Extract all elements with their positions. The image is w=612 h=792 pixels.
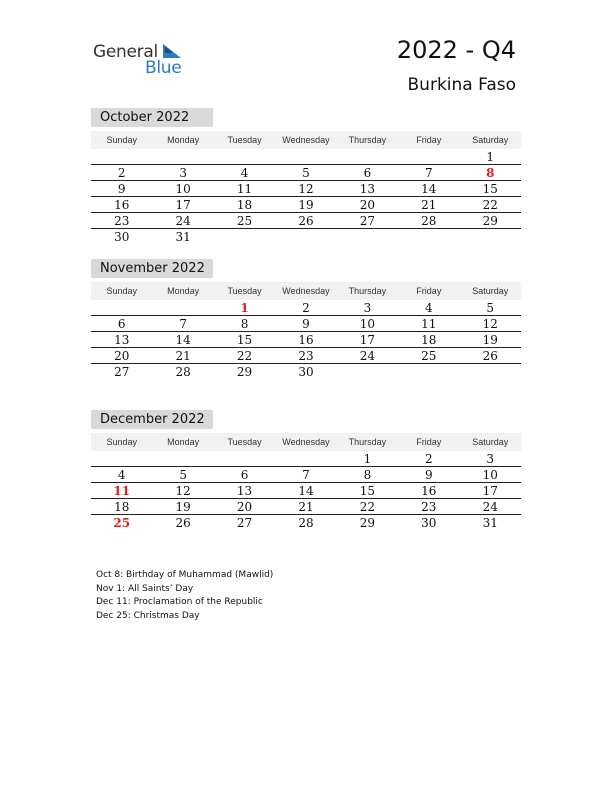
day-cell: 2 — [425, 452, 433, 466]
weekday-header-row — [91, 433, 521, 451]
day-cell — [275, 229, 336, 245]
country-name: Burkina Faso — [407, 75, 516, 95]
day-cell: 31 — [175, 230, 191, 244]
weekday-label: Monday — [167, 286, 200, 296]
day-cell: 21 — [175, 349, 191, 363]
weekday-label: Monday — [167, 135, 200, 145]
weekday-label: Saturday — [472, 286, 509, 296]
day-cell: 15 — [482, 182, 498, 196]
day-cell: 24 — [482, 500, 498, 514]
day-cell: 16 — [114, 198, 130, 212]
week-row — [91, 467, 521, 483]
day-cell: 7 — [302, 468, 310, 482]
day-cell: 24 — [359, 349, 376, 363]
day-cell: 26 — [298, 214, 314, 228]
logo-text-general: General — [93, 42, 158, 62]
month-grid — [91, 149, 521, 245]
day-cell — [152, 300, 213, 315]
holiday-note: Dec 25: Christmas Day — [96, 610, 200, 621]
day-cell: 7 — [179, 317, 187, 331]
weekday-label: Thursday — [348, 135, 387, 145]
day-cell: 25 — [421, 349, 437, 363]
day-cell: 28 — [421, 214, 437, 228]
day-cell: 20 — [236, 500, 253, 514]
day-cell: 13 — [236, 484, 253, 498]
day-cell: 15 — [359, 484, 376, 498]
day-cell: 9 — [117, 182, 126, 196]
day-cell: 24 — [175, 214, 191, 228]
day-cell: 27 — [359, 214, 376, 228]
weekday-label: Thursday — [348, 437, 387, 447]
day-cell: 19 — [175, 500, 191, 514]
day-cell — [91, 451, 152, 466]
day-cell: 22 — [482, 198, 498, 212]
weekday-label: Sunday — [106, 437, 137, 447]
day-cell — [460, 364, 521, 380]
day-cell: 2 — [117, 166, 126, 180]
day-cell — [398, 149, 459, 164]
weekday-label: Saturday — [472, 135, 509, 145]
weekday-label: Tuesday — [227, 286, 262, 296]
day-cell — [398, 364, 459, 380]
day-cell: 6 — [240, 468, 249, 482]
day-cell: 18 — [236, 198, 253, 212]
day-cell: 5 — [486, 301, 495, 315]
day-cell: 21 — [421, 198, 437, 212]
day-cell: 16 — [421, 484, 437, 498]
day-cell: 23 — [421, 500, 437, 514]
weekday-label: Sunday — [106, 286, 137, 296]
day-cell: 7 — [425, 166, 433, 180]
month-grid — [91, 300, 521, 380]
day-cell: 10 — [359, 317, 376, 331]
day-cell: 10 — [482, 468, 498, 482]
day-cell: 17 — [482, 484, 498, 498]
day-cell: 11 — [421, 317, 437, 331]
weekday-label: Friday — [416, 286, 442, 296]
weekday-label: Friday — [416, 135, 442, 145]
day-cell — [398, 229, 459, 245]
day-cell: 4 — [425, 301, 433, 315]
day-cell: 13 — [114, 333, 130, 347]
day-cell: 16 — [298, 333, 314, 347]
day-cell: 27 — [114, 365, 130, 379]
day-cell: 12 — [298, 182, 314, 196]
day-cell — [337, 229, 398, 245]
month-october — [91, 108, 521, 245]
day-cell — [275, 451, 336, 466]
day-cell: 18 — [421, 333, 437, 347]
week-row — [91, 300, 521, 316]
day-cell: 30 — [114, 230, 130, 244]
day-cell: 20 — [359, 198, 376, 212]
day-cell: 6 — [117, 317, 126, 331]
weekday-label: Friday — [416, 437, 442, 447]
day-cell — [152, 149, 213, 164]
day-cell: 31 — [482, 516, 498, 530]
day-cell: 29 — [482, 214, 498, 228]
day-cell — [460, 229, 521, 245]
day-cell: 19 — [482, 333, 498, 347]
day-cell: 23 — [114, 214, 130, 228]
weekday-label: Sunday — [106, 135, 137, 145]
holiday-day-cell: 1 — [240, 301, 249, 315]
day-cell: 10 — [175, 182, 191, 196]
day-cell: 14 — [421, 182, 437, 196]
day-cell: 20 — [114, 349, 130, 363]
day-cell: 14 — [298, 484, 314, 498]
day-cell: 1 — [486, 150, 495, 164]
month-december — [91, 410, 521, 531]
page-title: 2022 - Q4 — [396, 36, 516, 64]
month-title: October 2022 — [91, 108, 213, 127]
day-cell: 9 — [425, 468, 433, 482]
month-title: December 2022 — [91, 410, 213, 429]
week-row — [91, 149, 521, 165]
week-row — [91, 332, 521, 348]
day-cell: 12 — [482, 317, 498, 331]
day-cell: 1 — [363, 452, 372, 466]
weekday-label: Wednesday — [282, 286, 330, 296]
week-row — [91, 165, 521, 181]
holiday-day-cell: 25 — [113, 516, 131, 530]
month-title: November 2022 — [91, 259, 213, 278]
week-row — [91, 197, 521, 213]
day-cell: 22 — [236, 349, 253, 363]
day-cell: 25 — [236, 214, 253, 228]
day-cell: 30 — [298, 365, 314, 379]
holiday-note: Dec 11: Proclamation of the Republic — [96, 597, 263, 607]
day-cell: 5 — [179, 468, 187, 482]
day-cell: 2 — [302, 301, 310, 315]
week-row — [91, 364, 521, 380]
day-cell: 14 — [175, 333, 191, 347]
weekday-header-row — [91, 131, 521, 149]
generalblue-logo — [93, 40, 203, 80]
weekday-label: Tuesday — [227, 437, 262, 447]
day-cell: 4 — [117, 468, 126, 482]
day-cell: 29 — [236, 365, 253, 379]
week-row — [91, 229, 521, 245]
day-cell: 18 — [114, 500, 130, 514]
weekday-label: Monday — [167, 437, 200, 447]
day-cell: 17 — [175, 198, 191, 212]
day-cell: 22 — [359, 500, 376, 514]
week-row — [91, 499, 521, 515]
day-cell: 23 — [298, 349, 314, 363]
week-row — [91, 515, 521, 531]
logo-text-blue: Blue — [145, 58, 182, 78]
day-cell: 8 — [240, 317, 249, 331]
holiday-note: Nov 1: All Saints’ Day — [96, 583, 194, 594]
day-cell: 30 — [421, 516, 437, 530]
logo-triangle-icon — [163, 44, 183, 60]
day-cell — [214, 451, 275, 466]
day-cell — [91, 300, 152, 315]
day-cell — [337, 149, 398, 164]
day-cell: 12 — [175, 484, 191, 498]
weekday-label: Thursday — [348, 286, 387, 296]
month-november — [91, 259, 521, 380]
week-row — [91, 483, 521, 499]
weekday-header-row — [91, 282, 521, 300]
day-cell: 21 — [298, 500, 314, 514]
holiday-day-cell: 8 — [486, 166, 495, 180]
weekday-label: Tuesday — [227, 135, 262, 145]
day-cell: 9 — [302, 317, 310, 331]
week-row — [91, 213, 521, 229]
weekday-label: Wednesday — [282, 135, 330, 145]
day-cell: 29 — [359, 516, 376, 530]
day-cell — [152, 451, 213, 466]
day-cell: 13 — [359, 182, 376, 196]
day-cell: 19 — [298, 198, 314, 212]
day-cell: 3 — [363, 301, 372, 315]
day-cell — [214, 229, 275, 245]
week-row — [91, 348, 521, 364]
holiday-note: Oct 8: Birthday of Muhammad (Mawlid) — [96, 570, 274, 580]
day-cell: 26 — [175, 516, 191, 530]
day-cell — [275, 149, 336, 164]
day-cell: 5 — [302, 166, 310, 180]
day-cell: 15 — [236, 333, 253, 347]
day-cell: 6 — [363, 166, 372, 180]
day-cell: 28 — [298, 516, 314, 530]
day-cell — [214, 149, 275, 164]
day-cell: 8 — [363, 468, 372, 482]
week-row — [91, 316, 521, 332]
day-cell: 17 — [359, 333, 376, 347]
week-row — [91, 451, 521, 467]
holiday-day-cell: 11 — [113, 484, 131, 498]
day-cell: 3 — [486, 452, 495, 466]
day-cell: 3 — [179, 166, 187, 180]
day-cell: 11 — [236, 182, 253, 196]
day-cell — [337, 364, 398, 380]
month-grid — [91, 451, 521, 531]
day-cell: 27 — [236, 516, 253, 530]
day-cell — [91, 149, 152, 164]
weekday-label: Wednesday — [282, 437, 330, 447]
day-cell: 28 — [175, 365, 191, 379]
holiday-notes — [96, 569, 273, 623]
day-cell: 26 — [482, 349, 498, 363]
day-cell: 4 — [240, 166, 249, 180]
week-row — [91, 181, 521, 197]
weekday-label: Saturday — [472, 437, 509, 447]
